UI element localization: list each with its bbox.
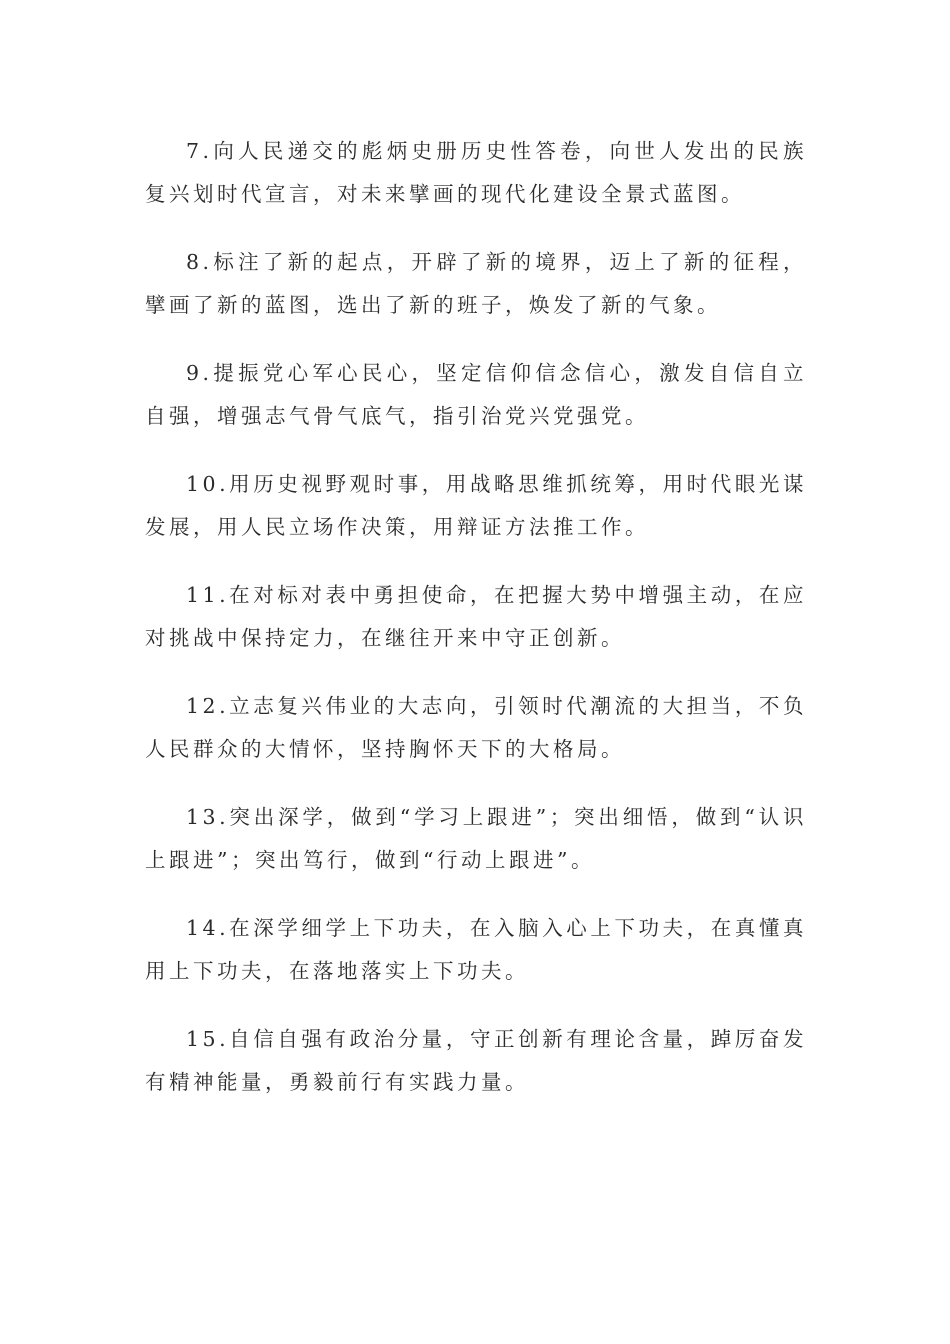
paragraph-12: 12.立志复兴伟业的大志向，引领时代潮流的大担当，不负人民群众的大情怀，坚持胸怀天下的大格局。 xyxy=(145,694,807,761)
paragraph-11: 11.在对标对表中勇担使命，在把握大势中增强主动，在应对挑战中保持定力，在继往开来中守正创新。 xyxy=(145,583,807,650)
paragraph-10: 10.用历史视野观时事，用战略思维抓统筹，用时代眼光谋发展，用人民立场作决策，用辩证方法推工作。 xyxy=(145,472,807,539)
paragraph-13: 13.突出深学，做到“学习上跟进”；突出细悟，做到“认识上跟进”；突出笃行，做到“行动上跟进”。 xyxy=(145,805,807,872)
paragraph-8: 8.标注了新的起点，开辟了新的境界，迈上了新的征程，擘画了新的蓝图，选出了新的班子，焕发了新的气象。 xyxy=(145,250,807,317)
paragraph-14: 14.在深学细学上下功夫，在入脑入心上下功夫，在真懂真用上下功夫，在落地落实上下功夫。 xyxy=(145,916,807,983)
paragraph-9: 9.提振党心军心民心，坚定信仰信念信心，激发自信自立自强，增强志气骨气底气，指引治党兴党强党。 xyxy=(145,361,807,428)
paragraph-15: 15.自信自强有政治分量，守正创新有理论含量，踔厉奋发有精神能量，勇毅前行有实践力量。 xyxy=(145,1027,807,1094)
document-body xyxy=(145,130,807,1129)
paragraph-7: 7.向人民递交的彪炳史册历史性答卷，向世人发出的民族复兴划时代宣言，对未来擘画的现代化建设全景式蓝图。 xyxy=(145,139,807,206)
